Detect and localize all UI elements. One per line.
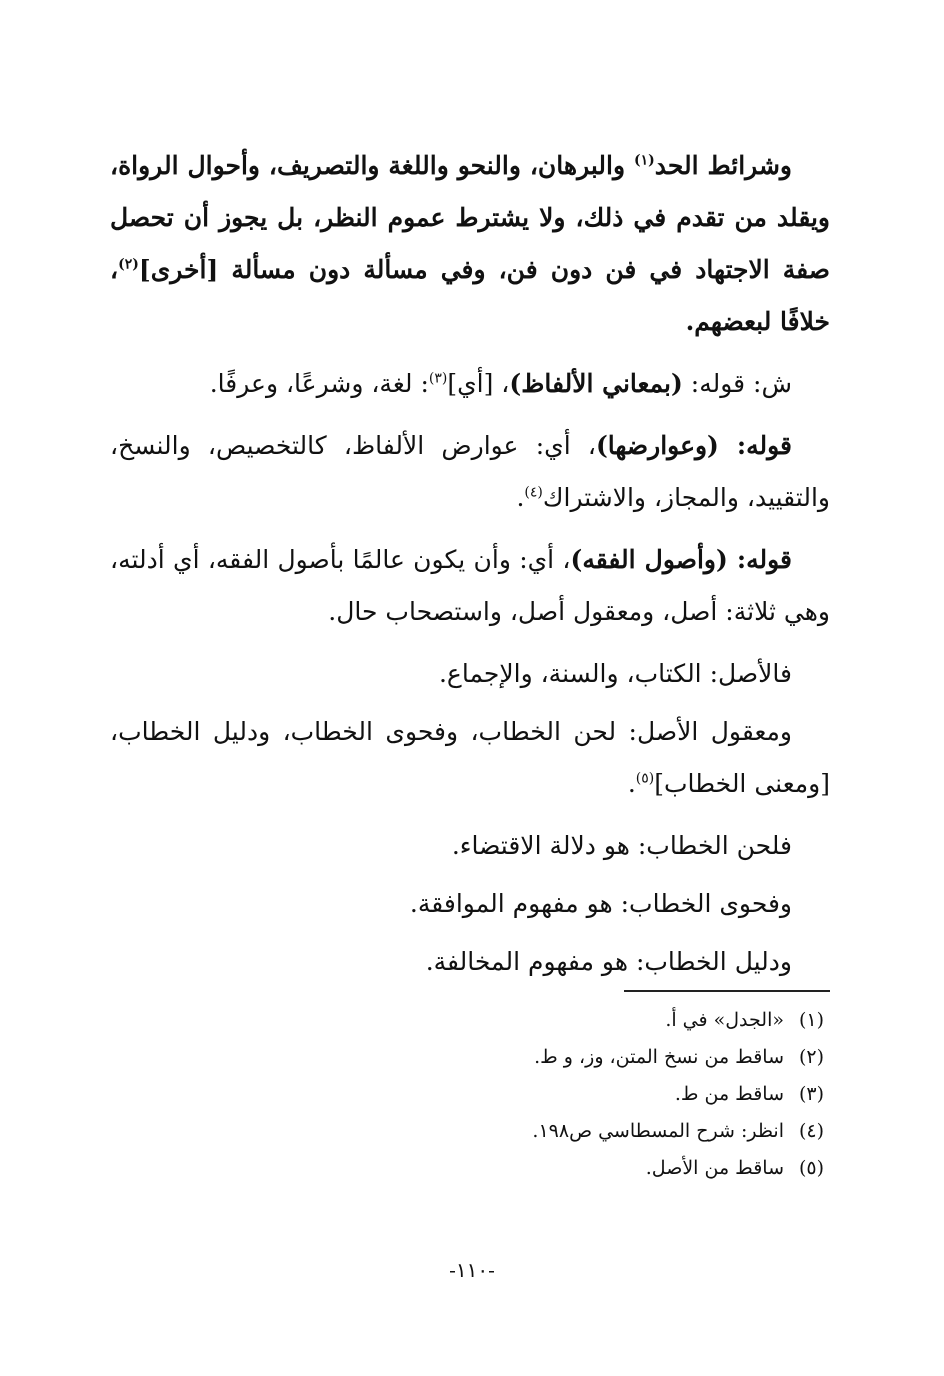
footnote-ref-3[interactable]: (٣) [428, 370, 448, 387]
paragraph-3: قوله: (وعوارضها)، أي: عوارض الألفاظ، كالتخصيص، والنسخ، والتقييد، والمجاز، والاشتراك$^{(٤)}$. [110, 431, 830, 512]
footnote-ref-5[interactable]: (٥) [635, 770, 655, 787]
paragraph-2: ش: قوله: (بمعاني الألفاظ)، [أي]$^{(٣)}$: لغة، وشرعًا، وعرفًا. [209, 369, 792, 398]
footnote-4: (٤)انظر: شرح المسطاسي ص١٩٨. [532, 1120, 824, 1142]
footnote-1: (١)«الجدل» في أ. [665, 1009, 824, 1031]
footnote-ref-1[interactable]: (١) [634, 152, 655, 169]
paragraph-4: قوله: (وأصول الفقه)، أي: وأن يكون عالمًا بأصول الفقه، أي أدلته، وهي ثلاثة: أصل، ومعقول أصل، واستصحاب حال. [110, 545, 830, 626]
footnote-2: (٢)ساقط من نسخ المتن، وز، و ط. [534, 1046, 824, 1068]
paragraph-7: فلحن الخطاب: هو دلالة الاقتضاء. [451, 831, 792, 860]
footnotes [532, 1002, 824, 1187]
page-body [110, 140, 830, 994]
paragraph-8: وفحوى الخطاب: هو مفهوم الموافقة. [409, 889, 792, 918]
paragraph-1: وشرائط الحد$^{(١)}$ والبرهان، والنحو واللغة والتصريف، وأحوال الرواة، ويقلد من تقدم في ذلك، ولا يشترط عموم النظر، بل يجوز أن تحصل صفة الاجتهاد في فن دون فن، وفي مسألة دون مسألة [أخرى]$^{(٢)}$، خلافًا لبعضهم. [110, 151, 830, 336]
page-number: -١١٠- [449, 1258, 495, 1282]
footnote-3: (٣)ساقط من ط. [674, 1083, 824, 1105]
footnote-ref-2[interactable]: (٢) [118, 256, 139, 273]
footnote-divider [624, 990, 830, 992]
footnote-5: (٥)ساقط من الأصل. [645, 1157, 824, 1179]
footnote-ref-4[interactable]: (٤) [524, 484, 543, 501]
paragraph-9: ودليل الخطاب: هو مفهوم المخالفة. [425, 947, 792, 976]
paragraph-6: ومعقول الأصل: لحن الخطاب، وفحوى الخطاب، ودليل الخطاب، [ومعنى الخطاب]$^{(٥)}$. [110, 717, 830, 798]
paragraph-5: فالأصل: الكتاب، والسنة، والإجماع. [438, 659, 792, 688]
